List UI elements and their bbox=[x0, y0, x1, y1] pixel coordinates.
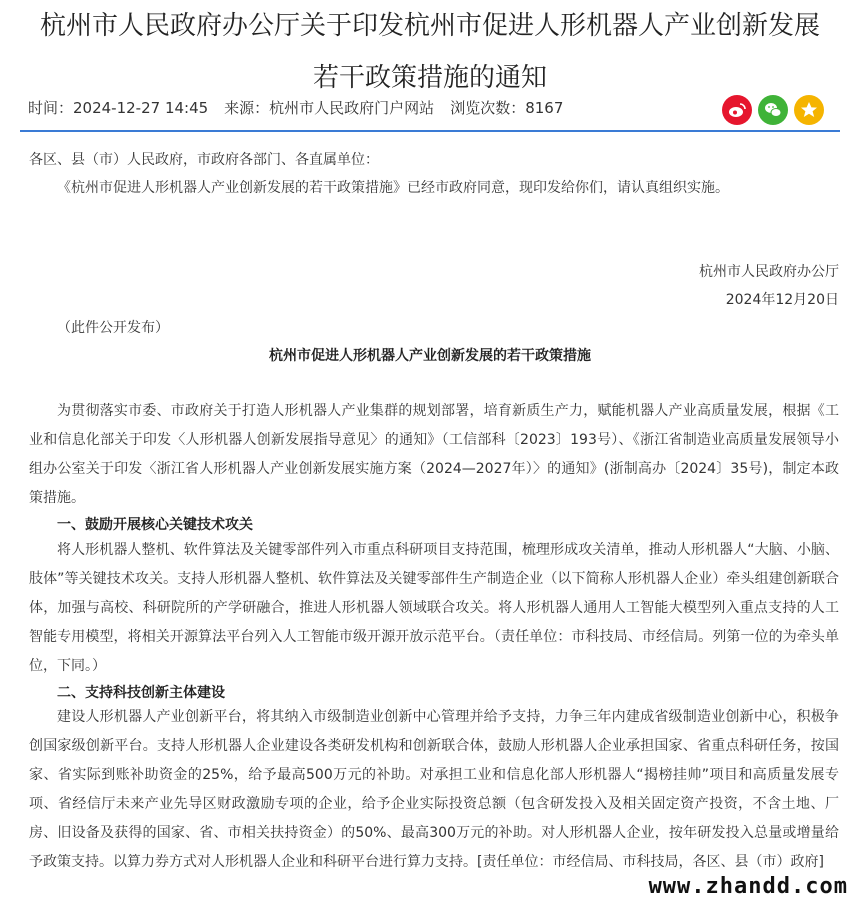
issuer-org: 杭州市人民政府办公厅 bbox=[699, 264, 839, 280]
intro-paragraph: 为贯彻落实市委、市政府关于打造人形机器人产业集群的规划部署，培育新质生产力，赋能机器人产业高质量发展，根据《工业和信息化部关于印发〈人形机器人创新发展指导意见〉的通知》（工信部科〔2023〕193号）、《浙江省制造业高质量发展领导小组办公室关于印发〈浙江省人形机器人产业创新发展实施方案（2024—2027年）〉的通知》(浙制高办〔2024〕35号)，制定本政策措施。 bbox=[29, 403, 839, 506]
wechat-icon bbox=[763, 100, 783, 120]
document-title: 杭州市促进人形机器人产业创新发展的若干政策措施 bbox=[269, 348, 591, 364]
source-label: 来源：杭州市人民政府门户网站 bbox=[224, 99, 435, 117]
view-count: 浏览次数：8167 bbox=[450, 99, 564, 117]
section-heading-1: 一、鼓励开展核心关键技术攻关 bbox=[57, 517, 253, 533]
share-bar bbox=[722, 95, 824, 125]
weibo-share-button[interactable] bbox=[722, 95, 752, 125]
wechat-share-button[interactable] bbox=[758, 95, 788, 125]
favorite-button[interactable] bbox=[794, 95, 824, 125]
article-meta bbox=[28, 97, 563, 118]
section-heading-2: 二、支持科技创新主体建设 bbox=[57, 685, 225, 701]
issue-date: 2024年12月20日 bbox=[725, 292, 839, 308]
page-title: 杭州市人民政府办公厅关于印发杭州市促进人形机器人产业创新发展若干政策措施的通知 bbox=[40, 11, 821, 93]
weibo-icon bbox=[727, 100, 747, 120]
section-text-1: 将人形机器人整机、软件算法及关键零部件列入市重点科研项目支持范围，梳理形成攻关清单，推动人形机器人“大脑、小脑、肢体”等关键技术攻关。支持人形机器人整机、软件算法及关键零部件生产制造企业（以下简称人形机器人企业）牵头组建创新联合体，加强与高校、科研院所的产学研融合，推进人形机器人领域联合攻关。将人形机器人通用人工智能大模型列入重点支持的人工智能专用模型，将相关开源算法平台列入人工智能市级开源开放示范平台。（责任单位：市科技局、市经信局。列第一位的为牵头单位，下同。） bbox=[29, 542, 839, 674]
notice-text: 《杭州市促进人形机器人产业创新发展的若干政策措施》已经市政府同意，现印发给你们，请认真组织实施。 bbox=[57, 180, 729, 196]
publish-time: 时间：2024-12-27 14:45 bbox=[28, 99, 209, 117]
title-divider bbox=[20, 130, 840, 132]
site-watermark: www.zhandd.com bbox=[643, 872, 854, 901]
section-text-2: 建设人形机器人产业创新平台，将其纳入市级制造业创新中心管理并给予支持，力争三年内建成省级制造业创新中心，积极争创国家级创新平台。支持人形机器人企业建设各类研发机构和创新联合体，鼓励人形机器人企业承担国家、省重点科研任务，按国家、省实际到账补助资金的25%，给予最高500万元的补助。对承担工业和信息化部人形机器人“揭榜挂帅”项目和高质量发展专项、省经信厅未来产业先导区财政激励专项的企业，给予企业实际投资总额（包含研发投入及相关固定资产投资，不含土地、厂房、旧设备及获得的国家、省、市相关扶持资金）的50%、最高300万元的补助。对人形机器人企业，按年研发投入总量或增量给予政策支持。以算力券方式对人形机器人企业和科研平台进行算力支持。[责任单位：市经信局、市科技局，各区、县（市）政府] bbox=[29, 709, 839, 870]
star-icon bbox=[799, 100, 819, 120]
publish-note: （此件公开发布） bbox=[57, 320, 169, 336]
recipients: 各区、县（市）人民政府，市政府各部门、各直属单位： bbox=[29, 152, 379, 168]
